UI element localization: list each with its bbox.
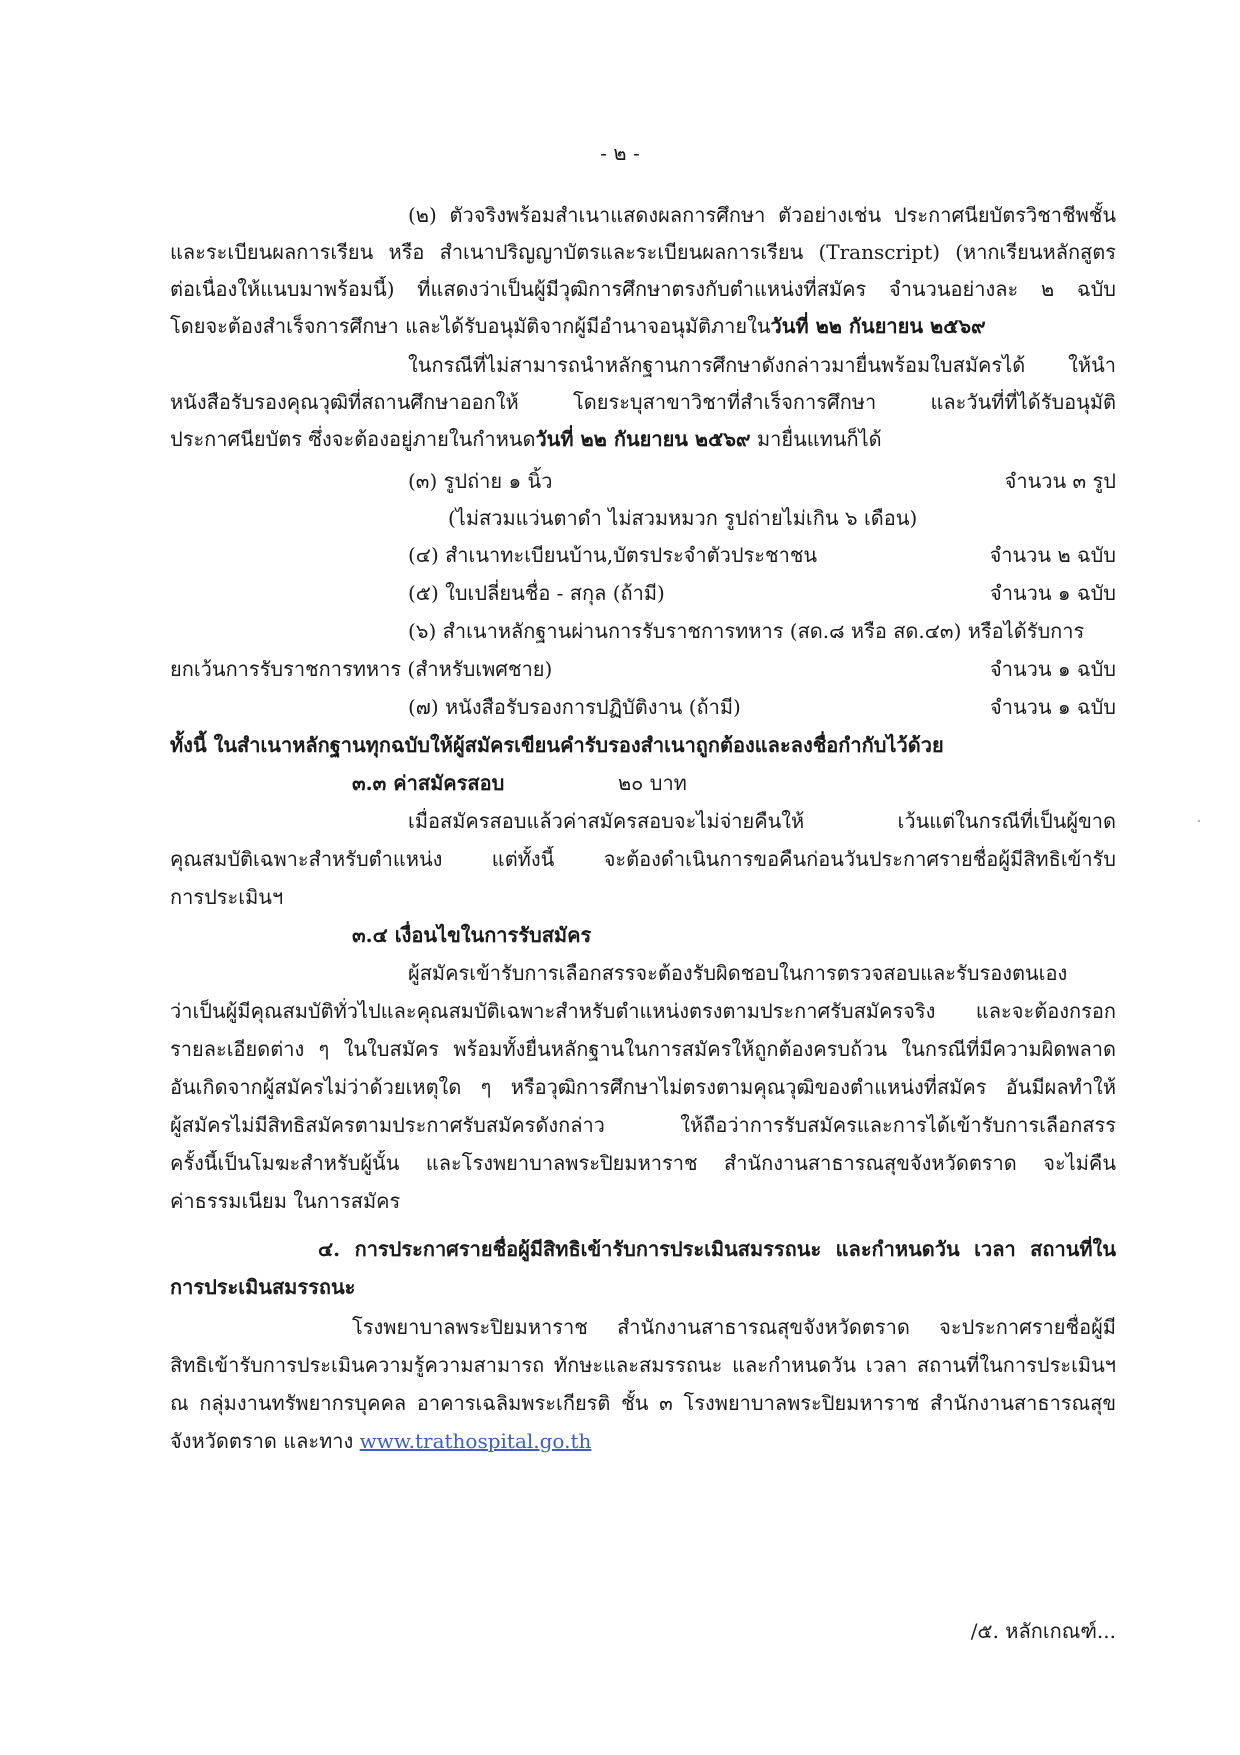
section-4-line-3: ณ กลุ่มงานทรัพยากรบุคคล อาคารเฉลิมพระเกียรติ ชั้น ๓ โรงพยาบาลพระปิยมหาราช สำนักงานสาธารณสุข xyxy=(170,1391,1116,1415)
item-3-note: (ไม่สวมแว่นตาดำ ไม่สวมหมวก รูปถ่ายไม่เกิน ๖ เดือน) xyxy=(448,506,918,530)
alt-line-2: หนังสือรับรองคุณวุฒิที่สถานศึกษาออกให้ โดยระบุสาขาวิชาที่สำเร็จการศึกษา และวันที่ที่ได้รับอนุมัติ xyxy=(170,390,1116,414)
item-2-line-4-text: โดยจะต้องสำเร็จการศึกษา และได้รับอนุมัติจากผู้มีอำนาจอนุมัติภายใน xyxy=(170,314,771,338)
item-5-qty: จำนวน ๑ ฉบับ xyxy=(990,581,1116,605)
section-4-heading-line-1: ๔. การประกาศรายชื่อผู้มีสิทธิเข้ารับการประเมินสมรรถนะ และกำหนดวัน เวลา สถานที่ใน xyxy=(318,1237,1116,1261)
section-4-line-2: สิทธิเข้ารับการประเมินความรู้ความสามารถ ทักษะและสมรรถนะ และกำหนดวัน เวลา สถานที่ในการประเมินฯ xyxy=(170,1353,1116,1377)
alt-line-3-suffix: มายื่นแทนก็ได้ xyxy=(750,427,882,451)
item-6-line-1: (๖) สำเนาหลักฐานผ่านการรับราชการทหาร (สด.๘ หรือ สด.๔๓) หรือได้รับการ xyxy=(408,619,1085,643)
section-4-heading-line-2: การประเมินสมรรถนะ xyxy=(170,1275,356,1299)
section-4-line-4 xyxy=(170,1428,591,1454)
alt-deadline-date: วันที่ ๒๒ กันยายน ๒๕๖๙ xyxy=(535,427,751,451)
item-2-line-2: และระเบียนผลการเรียน หรือ สำเนาปริญญาบัตรและระเบียนผลการเรียน (Transcript) (หากเรียนหลักสูตร xyxy=(170,240,1116,264)
section-3-4-heading: ๓.๔ เงื่อนไขในการรับสมัคร xyxy=(352,923,592,947)
alt-line-1: ในกรณีที่ไม่สามารถนำหลักฐานการศึกษาดังกล่าวมายื่นพร้อมใบสมัครได้ ให้นำ xyxy=(408,353,1116,377)
item-2-line-3: ต่อเนื่องให้แนบมาพร้อมนี้) ที่แสดงว่าเป็นผู้มีวุฒิการศึกษาตรงกับตำแหน่งที่สมัคร จำนวนอย่างละ ๒ ฉบับ xyxy=(170,277,1116,301)
section-3-4-line-1: ผู้สมัครเข้ารับการเลือกสรรจะต้องรับผิดชอบในการตรวจสอบและรับรองตนเอง xyxy=(408,961,1068,985)
alt-line-3-prefix: ประกาศนียบัตร ซึ่งจะต้องอยู่ภายในกำหนด xyxy=(170,427,536,451)
scan-speck xyxy=(1198,820,1200,822)
section-3-3-line-3: การประเมินฯ xyxy=(170,885,284,909)
section-3-4-line-2: ว่าเป็นผู้มีคุณสมบัติทั่วไปและคุณสมบัติเฉพาะสำหรับตำแหน่งตรงตามประกาศรับสมัครจริง และจะต้องกรอก xyxy=(170,999,1116,1023)
item-3-qty: จำนวน ๓ รูป xyxy=(1004,469,1116,493)
hospital-website-link[interactable]: www.trathospital.go.th xyxy=(359,1429,592,1453)
section-3-4-line-4: อันเกิดจากผู้สมัครไม่ว่าด้วยเหตุใด ๆ หรือวุฒิการศึกษาไม่ตรงตามคุณวุฒิของตำแหน่งที่สมัคร อันมีผลทำให้ xyxy=(170,1075,1116,1099)
item-4-label: (๔) สำเนาทะเบียนบ้าน,บัตรประจำตัวประชาชน xyxy=(408,543,818,567)
alt-line-3 xyxy=(170,426,882,452)
section-4-line-4-text: จังหวัดตราด และทาง xyxy=(170,1429,360,1453)
item-2-line-4 xyxy=(170,313,986,339)
section-3-4-line-5: ผู้สมัครไม่มีสิทธิสมัครตามประกาศรับสมัครดังกล่าว ให้ถือว่าการรับสมัครและการได้เข้ารับการเลือกสรร xyxy=(170,1113,1116,1137)
item-2-line-1: (๒) ตัวจริงพร้อมสำเนาแสดงผลการศึกษา ตัวอย่างเช่น ประกาศนียบัตรวิชาชีพชั้น xyxy=(408,203,1116,227)
item-6-qty: จำนวน ๑ ฉบับ xyxy=(990,657,1116,681)
item-7-label: (๗) หนังสือรับรองการปฏิบัติงาน (ถ้ามี) xyxy=(408,695,741,719)
certify-note: ทั้งนี้ ในสำเนาหลักฐานทุกฉบับให้ผู้สมัครเขียนคำรับรองสำเนาถูกต้องและลงชื่อกำกับไว้ด้วย xyxy=(170,733,944,757)
continuation-note: /๕. หลักเกณฑ์... xyxy=(970,1619,1116,1643)
section-4-line-1: โรงพยาบาลพระปิยมหาราช สำนักงานสาธารณสุขจังหวัดตราด จะประกาศรายชื่อผู้มี xyxy=(352,1315,1116,1339)
item-6-line-2: ยกเว้นการรับราชการทหาร (สำหรับเพศชาย) xyxy=(170,657,553,681)
section-3-3-line-1: เมื่อสมัครสอบแล้วค่าสมัครสอบจะไม่จ่ายคืนให้ เว้นแต่ในกรณีที่เป็นผู้ขาด xyxy=(408,809,1116,833)
section-3-4-line-6: ครั้งนี้เป็นโมฆะสำหรับผู้นั้น และโรงพยาบาลพระปิยมหาราช สำนักงานสาธารณสุขจังหวัดตราด จะไม่คืน xyxy=(170,1151,1116,1175)
item-4-qty: จำนวน ๒ ฉบับ xyxy=(989,543,1116,567)
item-5-label: (๕) ใบเปลี่ยนชื่อ - สกุล (ถ้ามี) xyxy=(408,581,665,605)
section-3-3-line-2: คุณสมบัติเฉพาะสำหรับตำแหน่ง แต่ทั้งนี้ จะต้องดำเนินการขอคืนก่อนวันประกาศรายชื่อผู้มีสิทธิเข้ารับ xyxy=(170,847,1116,871)
item-3-label: (๓) รูปถ่าย ๑ นิ้ว xyxy=(408,469,553,493)
item-7-qty: จำนวน ๑ ฉบับ xyxy=(990,695,1116,719)
section-3-4-line-7: ค่าธรรมเนียม ในการสมัคร xyxy=(170,1189,401,1213)
page-number: - ๒ - xyxy=(600,141,640,165)
application-fee: ๒๐ บาท xyxy=(618,771,687,795)
deadline-date: วันที่ ๒๒ กันยายน ๒๕๖๙ xyxy=(770,314,986,338)
section-3-4-line-3: รายละเอียดต่าง ๆ ในใบสมัคร พร้อมทั้งยื่นหลักฐานในการสมัครให้ถูกต้องครบถ้วน ในกรณีที่มีความผิดพลาด xyxy=(170,1037,1116,1061)
section-3-3-heading: ๓.๓ ค่าสมัครสอบ xyxy=(352,771,505,795)
